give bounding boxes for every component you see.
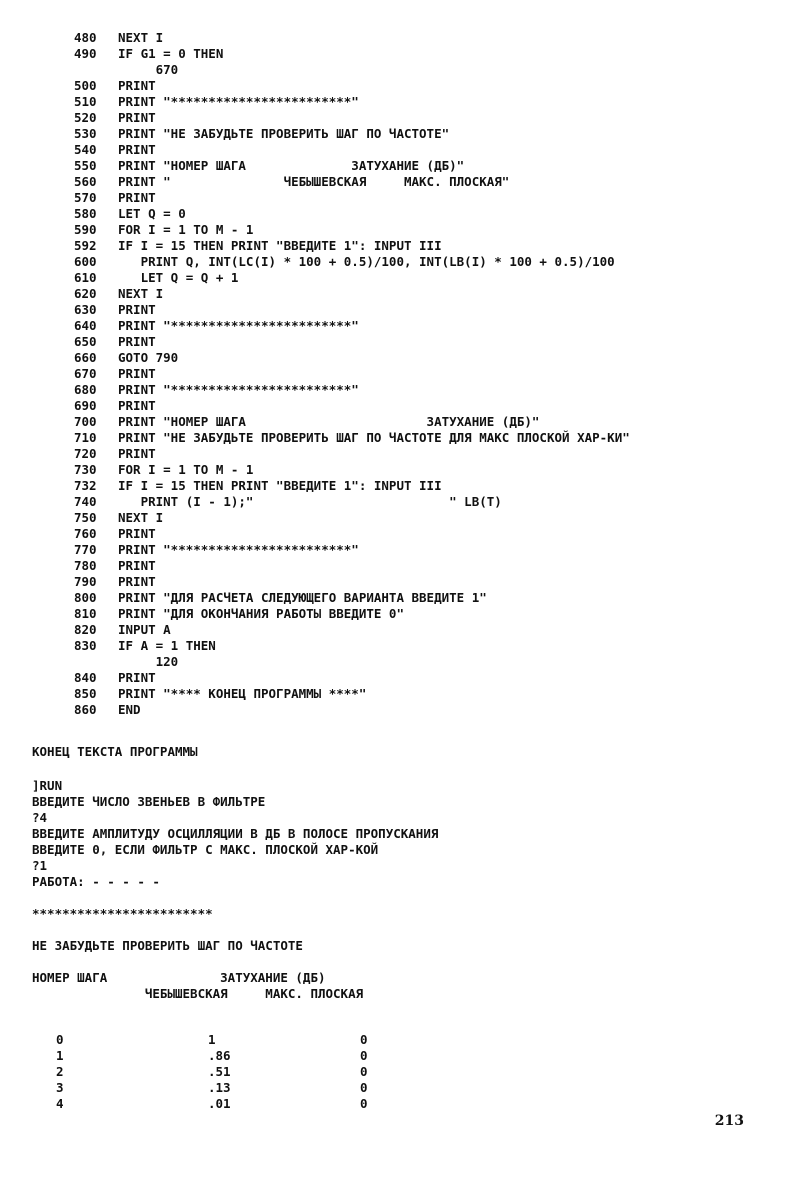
table-cell-step: 4 xyxy=(56,1096,64,1111)
code-line xyxy=(74,574,630,590)
statement: IF G1 = 0 THEN xyxy=(118,46,224,61)
line-number: 530 xyxy=(74,126,97,141)
line-number: 820 xyxy=(74,622,97,637)
code-line xyxy=(74,222,630,238)
line-number: 640 xyxy=(74,318,97,333)
line-number: 670 xyxy=(74,366,97,381)
table-cell-flat: 0 xyxy=(360,1048,368,1063)
code-line xyxy=(74,94,630,110)
code-line xyxy=(74,334,630,350)
statement: PRINT "ДЛЯ ОКОНЧАНИЯ РАБОТЫ ВВЕДИТЕ 0" xyxy=(118,606,404,621)
line-number: 520 xyxy=(74,110,97,125)
code-line xyxy=(74,686,630,702)
statement: LET Q = Q + 1 xyxy=(118,270,239,285)
line-number: 830 xyxy=(74,638,97,653)
code-line xyxy=(74,510,630,526)
statement: PRINT "************************" xyxy=(118,94,359,109)
statement: PRINT "НОМЕР ШАГА ЗАТУХАНИЕ (ДБ)" xyxy=(118,158,465,173)
table-cell-flat: 0 xyxy=(360,1032,368,1047)
statement: IF I = 15 THEN PRINT "ВВЕДИТЕ 1": INPUT III xyxy=(118,238,442,253)
line-number: 490 xyxy=(74,46,97,61)
statement: PRINT xyxy=(118,558,156,573)
code-line xyxy=(74,446,630,462)
statement: PRINT xyxy=(118,366,156,381)
statement: 670 xyxy=(118,62,179,77)
statement: GOTO 790 xyxy=(118,350,179,365)
statement: PRINT xyxy=(118,110,156,125)
code-line xyxy=(74,30,630,46)
statement: END xyxy=(118,702,141,717)
line-number: 620 xyxy=(74,286,97,301)
statement: PRINT "ДЛЯ РАСЧЕТА СЛЕДУЮЩЕГО ВАРИАНТА ВВЕДИТЕ 1" xyxy=(118,590,487,605)
code-line xyxy=(74,270,630,286)
line-number: 680 xyxy=(74,382,97,397)
statement: FOR I = 1 TO M - 1 xyxy=(118,462,254,477)
statement: PRINT "НЕ ЗАБУДЬТЕ ПРОВЕРИТЬ ШАГ ПО ЧАСТОТЕ" xyxy=(118,126,450,141)
line-number: 850 xyxy=(74,686,97,701)
line-number xyxy=(74,62,118,78)
program-listing xyxy=(74,30,630,718)
statement: NEXT I xyxy=(118,510,164,525)
code-line xyxy=(74,654,630,670)
code-line xyxy=(74,558,630,574)
statement: PRINT xyxy=(118,526,156,541)
statement: PRINT xyxy=(118,574,156,589)
statement: PRINT xyxy=(118,446,156,461)
table-cell-flat: 0 xyxy=(360,1080,368,1095)
output-line: ?4 xyxy=(32,810,48,825)
code-line xyxy=(74,430,630,446)
statement: PRINT xyxy=(118,302,156,317)
statement: PRINT "************************" xyxy=(118,382,359,397)
statement: PRINT (I - 1);" " LB(T) xyxy=(118,494,502,509)
statement: PRINT xyxy=(118,334,156,349)
code-line xyxy=(74,110,630,126)
run-output xyxy=(32,778,438,890)
line-number: 570 xyxy=(74,190,97,205)
statement: PRINT xyxy=(118,398,156,413)
line-number: 480 xyxy=(74,30,97,45)
statement: IF A = 1 THEN xyxy=(118,638,216,653)
statement: LET Q = 0 xyxy=(118,206,186,221)
line-number: 560 xyxy=(74,174,97,189)
statement: INPUT A xyxy=(118,622,171,637)
line-number: 770 xyxy=(74,542,97,557)
statement: PRINT xyxy=(118,142,156,157)
code-line xyxy=(74,286,630,302)
line-number: 810 xyxy=(74,606,97,621)
line-number: 840 xyxy=(74,670,97,685)
table-cell-flat: 0 xyxy=(360,1096,368,1111)
code-line xyxy=(74,46,630,62)
code-line xyxy=(74,526,630,542)
statement: 120 xyxy=(118,654,179,669)
table-cell-cheb: .86 xyxy=(208,1048,231,1063)
table-header-2: ЧЕБЫШЕВСКАЯ МАКС. ПЛОСКАЯ xyxy=(32,986,364,1001)
statement: PRINT "**** КОНЕЦ ПРОГРАММЫ ****" xyxy=(118,686,367,701)
page-number: 213 xyxy=(714,1113,744,1129)
code-line xyxy=(74,382,630,398)
code-line xyxy=(74,494,630,510)
table-cell-cheb: .51 xyxy=(208,1064,231,1079)
statement: PRINT xyxy=(118,190,156,205)
code-line xyxy=(74,670,630,686)
table-cell-cheb: 1 xyxy=(208,1032,216,1047)
statement: PRINT xyxy=(118,78,156,93)
output-line: ВВЕДИТЕ АМПЛИТУДУ ОСЦИЛЛЯЦИИ В ДБ В ПОЛОСЕ ПРОПУСКАНИЯ xyxy=(32,826,439,841)
code-line xyxy=(74,398,630,414)
table-cell-step: 0 xyxy=(56,1032,64,1047)
statement: FOR I = 1 TO M - 1 xyxy=(118,222,254,237)
reminder-text: НЕ ЗАБУДЬТЕ ПРОВЕРИТЬ ШАГ ПО ЧАСТОТЕ xyxy=(32,938,303,953)
line-number: 740 xyxy=(74,494,97,509)
statement: NEXT I xyxy=(118,30,164,45)
code-line xyxy=(74,414,630,430)
table-cell-cheb: .01 xyxy=(208,1096,231,1111)
statement: PRINT "НОМЕР ШАГА ЗАТУХАНИЕ (ДБ)" xyxy=(118,414,540,429)
code-line xyxy=(74,318,630,334)
line-number: 710 xyxy=(74,430,97,445)
code-line xyxy=(74,254,630,270)
line-number: 690 xyxy=(74,398,97,413)
table-cell-flat: 0 xyxy=(360,1064,368,1079)
statement: PRINT Q, INT(LC(I) * 100 + 0.5)/100, INT(LB(I) * 100 + 0.5)/100 xyxy=(118,254,615,269)
line-number: 510 xyxy=(74,94,97,109)
statement: PRINT xyxy=(118,670,156,685)
code-line xyxy=(74,478,630,494)
line-number: 590 xyxy=(74,222,97,237)
code-line xyxy=(74,238,630,254)
statement: IF I = 15 THEN PRINT "ВВЕДИТЕ 1": INPUT III xyxy=(118,478,442,493)
line-number: 720 xyxy=(74,446,97,461)
table-cell-step: 2 xyxy=(56,1064,64,1079)
table-cell-step: 1 xyxy=(56,1048,64,1063)
line-number: 650 xyxy=(74,334,97,349)
line-number: 660 xyxy=(74,350,97,365)
output-line: ?1 xyxy=(32,858,48,873)
line-number: 700 xyxy=(74,414,97,429)
code-line xyxy=(74,622,630,638)
output-line: ВВЕДИТЕ 0, ЕСЛИ ФИЛЬТР С МАКС. ПЛОСКОЙ ХАР-КОЙ xyxy=(32,842,379,857)
output-line: ВВЕДИТЕ ЧИСЛО ЗВЕНЬЕВ В ФИЛЬТРЕ xyxy=(32,794,266,809)
line-number: 500 xyxy=(74,78,97,93)
statement: PRINT "НЕ ЗАБУДЬТЕ ПРОВЕРИТЬ ШАГ ПО ЧАСТОТЕ ДЛЯ МАКС ПЛОСКОЙ ХАР-КИ" xyxy=(118,430,630,445)
line-number: 760 xyxy=(74,526,97,541)
line-number: 592 xyxy=(74,238,97,253)
statement: PRINT " ЧЕБЫШЕВСКАЯ МАКС. ПЛОСКАЯ" xyxy=(118,174,510,189)
code-line xyxy=(74,142,630,158)
statement: NEXT I xyxy=(118,286,164,301)
end-of-text-label: КОНЕЦ ТЕКСТА ПРОГРАММЫ xyxy=(32,744,198,759)
line-number: 600 xyxy=(74,254,97,269)
line-number: 780 xyxy=(74,558,97,573)
line-number: 732 xyxy=(74,478,97,493)
code-line xyxy=(74,62,630,78)
code-line xyxy=(74,366,630,382)
statement: PRINT "************************" xyxy=(118,318,359,333)
line-number: 750 xyxy=(74,510,97,525)
code-line xyxy=(74,542,630,558)
code-line xyxy=(74,78,630,94)
code-line xyxy=(74,638,630,654)
line-number: 800 xyxy=(74,590,97,605)
code-line xyxy=(74,302,630,318)
output-line: РАБОТА: - - - - - xyxy=(32,874,160,889)
line-number: 580 xyxy=(74,206,97,221)
code-line xyxy=(74,126,630,142)
line-number: 730 xyxy=(74,462,97,477)
line-number: 550 xyxy=(74,158,97,173)
code-line xyxy=(74,702,630,718)
line-number: 790 xyxy=(74,574,97,589)
table-cell-cheb: .13 xyxy=(208,1080,231,1095)
stars-divider: ************************ xyxy=(32,906,213,921)
line-number: 630 xyxy=(74,302,97,317)
table-header-1: НОМЕР ШАГА ЗАТУХАНИЕ (ДБ) xyxy=(32,970,326,985)
line-number: 860 xyxy=(74,702,97,717)
code-line xyxy=(74,606,630,622)
code-line xyxy=(74,590,630,606)
line-number xyxy=(74,654,118,670)
statement: PRINT "************************" xyxy=(118,542,359,557)
code-line xyxy=(74,206,630,222)
output-line: ]RUN xyxy=(32,778,63,793)
table-cell-step: 3 xyxy=(56,1080,64,1095)
line-number: 540 xyxy=(74,142,97,157)
code-line xyxy=(74,174,630,190)
code-line xyxy=(74,462,630,478)
line-number: 610 xyxy=(74,270,97,285)
code-line xyxy=(74,158,630,174)
code-line xyxy=(74,190,630,206)
code-line xyxy=(74,350,630,366)
